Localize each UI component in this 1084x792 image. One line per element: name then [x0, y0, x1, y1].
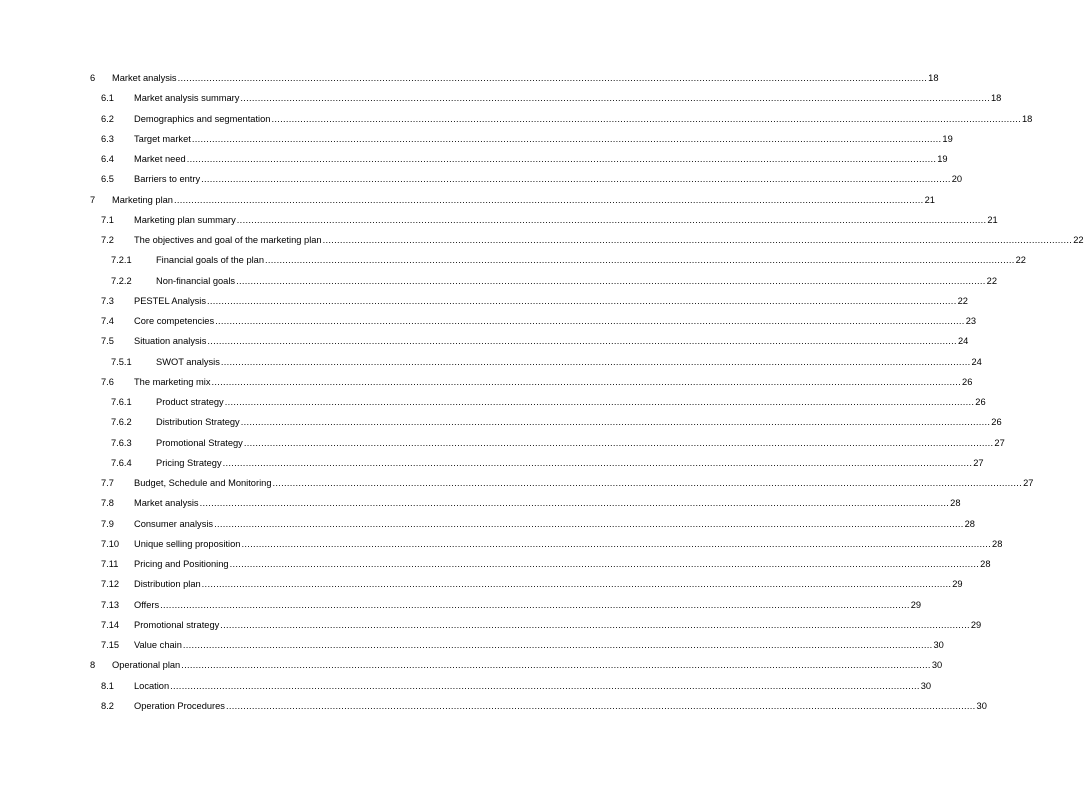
- toc-entry-title: Market analysis: [112, 73, 177, 83]
- toc-entry-page-number: 18: [928, 73, 939, 83]
- toc-entry-line: [134, 372, 973, 392]
- toc-entry-title: Operational plan: [112, 660, 181, 671]
- toc-dot-leader: ....................................................................................................................................................................................................................................................................: [224, 397, 975, 407]
- toc-dot-leader: ....................................................................................................................................................................................................................................................................: [229, 559, 980, 569]
- toc-dot-leader: ....................................................................................................................................................................................................................................................................: [211, 376, 962, 387]
- toc-dot-leader: ....................................................................................................................................................................................................................................................................: [181, 660, 931, 671]
- toc-entry-line: [134, 210, 998, 230]
- toc-entry[interactable]: [0, 615, 982, 635]
- toc-entry-number: 7.6: [101, 376, 114, 387]
- toc-entry-line: [134, 493, 961, 513]
- toc-entry-title: SWOT analysis: [156, 356, 220, 367]
- toc-entry-line: [112, 655, 943, 675]
- toc-entry[interactable]: [0, 534, 1003, 554]
- toc-dot-leader: ....................................................................................................................................................................................................................................................................: [207, 295, 957, 306]
- toc-entry-title: Operation Procedures: [134, 700, 225, 711]
- toc-entry-page-number: 26: [962, 376, 973, 387]
- toc-dot-leader: ....................................................................................................................................................................................................................................................................: [236, 214, 987, 225]
- toc-entry[interactable]: [0, 291, 968, 311]
- toc-entry-page-number: 20: [951, 174, 963, 185]
- toc-entry[interactable]: [0, 635, 944, 655]
- toc-entry-number: 6.1: [101, 93, 114, 104]
- toc-entry-title: Non-financial goals: [156, 275, 236, 286]
- toc-entry-line: [134, 230, 1084, 250]
- toc-dot-leader: ....................................................................................................................................................................................................................................................................: [272, 478, 1023, 488]
- toc-entry-line: [134, 696, 987, 716]
- toc-dot-leader: ....................................................................................................................................................................................................................................................................: [186, 154, 937, 164]
- toc-dot-leader: ....................................................................................................................................................................................................................................................................: [271, 113, 1022, 124]
- toc-dot-leader: ....................................................................................................................................................................................................................................................................: [160, 599, 910, 610]
- toc-entry-page-number: 22: [986, 275, 997, 286]
- toc-dot-leader: ....................................................................................................................................................................................................................................................................: [220, 619, 970, 630]
- toc-entry-line: [134, 331, 969, 351]
- toc-entry-page-number: 18: [1022, 113, 1033, 124]
- toc-entry-title: Distribution Strategy: [156, 417, 240, 428]
- toc-entry-title: Situation analysis: [134, 336, 207, 347]
- toc-entry[interactable]: [0, 595, 922, 615]
- toc-entry-title: Product strategy: [156, 397, 224, 407]
- toc-entry[interactable]: [0, 311, 977, 331]
- toc-entry[interactable]: [0, 230, 1084, 250]
- toc-entry-number: 7.11: [101, 559, 119, 569]
- toc-entry-line: [156, 453, 984, 473]
- toc-entry-number: 8.2: [101, 700, 114, 711]
- toc-entry-page-number: 30: [976, 700, 987, 711]
- toc-entry-line: [156, 392, 986, 412]
- toc-entry-title: Target market: [134, 133, 191, 144]
- toc-entry[interactable]: [0, 250, 1026, 270]
- toc-entry-line: [134, 554, 991, 574]
- toc-entry-page-number: 22: [957, 295, 968, 306]
- toc-entry-title: PESTEL Analysis: [134, 295, 206, 306]
- toc-entry[interactable]: [0, 412, 1002, 432]
- toc-entry[interactable]: [0, 352, 982, 372]
- toc-entry-page-number: 24: [957, 336, 969, 347]
- toc-entry-line: [134, 473, 1034, 493]
- toc-entry-line: [134, 514, 975, 534]
- toc-entry-page-number: 27: [973, 457, 984, 468]
- toc-dot-leader: ....................................................................................................................................................................................................................................................................: [215, 316, 965, 326]
- toc-entry-title: Promotional Strategy: [156, 437, 243, 448]
- toc-entry-number: 7.6.2: [111, 417, 132, 428]
- toc-entry[interactable]: [0, 271, 997, 291]
- toc-entry[interactable]: [0, 473, 1034, 493]
- toc-dot-leader: ....................................................................................................................................................................................................................................................................: [322, 235, 1073, 245]
- toc-dot-leader: ....................................................................................................................................................................................................................................................................: [220, 356, 971, 367]
- toc-entry-title: Value chain: [134, 640, 182, 650]
- toc-dot-leader: ....................................................................................................................................................................................................................................................................: [222, 457, 973, 468]
- toc-entry[interactable]: [0, 149, 948, 169]
- toc-entry-number: 7.2.2: [111, 275, 132, 286]
- toc-dot-leader: ....................................................................................................................................................................................................................................................................: [191, 133, 942, 144]
- toc-dot-leader: ....................................................................................................................................................................................................................................................................: [199, 498, 950, 509]
- toc-entry-title: Pricing Strategy: [156, 457, 222, 468]
- toc-dot-leader: ....................................................................................................................................................................................................................................................................: [214, 518, 964, 529]
- toc-entry-number: 7.12: [101, 579, 120, 590]
- toc-entry-number: 7.9: [101, 518, 114, 529]
- toc-entry-number: 8: [90, 660, 96, 671]
- toc-entry[interactable]: [0, 554, 991, 574]
- toc-entry[interactable]: [0, 493, 961, 513]
- toc-entry-page-number: 27: [994, 437, 1005, 448]
- toc-entry-page-number: 26: [991, 417, 1002, 428]
- toc-entry[interactable]: [0, 372, 973, 392]
- toc-entry-page-number: 22: [1073, 235, 1084, 245]
- toc-entry-number: 7.6.1: [111, 397, 132, 407]
- toc-entry-title: Marketing plan: [112, 194, 173, 205]
- toc-entry-number: 7.5.1: [111, 356, 132, 367]
- toc-entry[interactable]: [0, 190, 935, 210]
- toc-entry-line: [134, 169, 963, 189]
- toc-entry[interactable]: [0, 392, 986, 412]
- toc-entry-page-number: 29: [910, 599, 922, 610]
- toc-entry-title: Barriers to entry: [134, 174, 201, 185]
- toc-entry-page-number: 21: [924, 194, 935, 205]
- toc-entry-number: 7.1: [101, 214, 114, 225]
- toc-entry-title: The marketing mix: [134, 376, 211, 387]
- toc-dot-leader: ....................................................................................................................................................................................................................................................................: [173, 194, 924, 205]
- toc-entry[interactable]: [0, 68, 939, 88]
- toc-entry-title: Consumer analysis: [134, 518, 214, 529]
- toc-entry-title: Market analysis: [134, 498, 199, 509]
- toc-dot-leader: ....................................................................................................................................................................................................................................................................: [207, 336, 957, 347]
- toc-entry-page-number: 27: [1023, 478, 1034, 488]
- toc-entry[interactable]: [0, 676, 932, 696]
- toc-entry-page-number: 19: [942, 133, 953, 144]
- toc-entry-line: [156, 433, 1005, 453]
- toc-entry[interactable]: [0, 210, 998, 230]
- toc-entry-title: Marketing plan summary: [134, 214, 236, 225]
- toc-entry-number: 6.2: [101, 113, 114, 124]
- toc-entry-page-number: 28: [964, 518, 975, 529]
- toc-dot-leader: ....................................................................................................................................................................................................................................................................: [170, 680, 920, 691]
- toc-entry-number: 7.4: [101, 316, 114, 326]
- toc-entry-line: [156, 250, 1026, 270]
- toc-dot-leader: ....................................................................................................................................................................................................................................................................: [201, 579, 952, 590]
- toc-entry-page-number: 23: [965, 316, 977, 326]
- toc-entry-line: [112, 68, 939, 88]
- toc-entry[interactable]: [0, 331, 969, 351]
- toc-entry-page-number: 29: [952, 579, 963, 590]
- toc-entry-title: Core competencies: [134, 316, 215, 326]
- toc-entry-page-number: 24: [971, 356, 982, 367]
- toc-entry[interactable]: [0, 655, 943, 675]
- toc-entry-number: 7.2.1: [111, 255, 132, 266]
- toc-entry-page-number: 28: [980, 559, 991, 569]
- toc-entry-line: [134, 291, 968, 311]
- toc-dot-leader: ....................................................................................................................................................................................................................................................................: [240, 417, 991, 428]
- toc-entry-line: [134, 88, 1002, 108]
- toc-entry-title: Location: [134, 680, 170, 691]
- toc-entry-title: Offers: [134, 599, 160, 610]
- toc-entry-page-number: 28: [950, 498, 961, 509]
- toc-entry-number: 7.3: [101, 295, 114, 306]
- toc-entry-title: Market analysis summary: [134, 93, 240, 104]
- toc-entry-number: 6.4: [101, 154, 114, 164]
- toc-entry-line: [134, 595, 922, 615]
- toc-entry-number: 7.15: [101, 640, 120, 650]
- toc-entry-number: 7.13: [101, 599, 120, 610]
- toc-entry-page-number: 30: [933, 640, 944, 650]
- toc-entry-page-number: 19: [937, 154, 948, 164]
- toc-entry-line: [134, 149, 948, 169]
- toc-dot-leader: ....................................................................................................................................................................................................................................................................: [182, 640, 933, 650]
- toc-entry[interactable]: [0, 129, 953, 149]
- toc-entry-number: 6.3: [101, 133, 114, 144]
- toc-entry-title: Unique selling proposition: [134, 538, 241, 549]
- toc-entry[interactable]: [0, 433, 1005, 453]
- toc-entry-page-number: 30: [931, 660, 943, 671]
- toc-entry-title: Distribution plan: [134, 579, 201, 590]
- toc-entry[interactable]: [0, 574, 963, 594]
- toc-entry-line: [134, 129, 953, 149]
- toc-entry-line: [134, 534, 1003, 554]
- toc-entry-number: 7.8: [101, 498, 114, 509]
- toc-entry[interactable]: [0, 88, 1002, 108]
- toc-entry-line: [156, 271, 997, 291]
- toc-entry-line: [134, 574, 963, 594]
- toc-entry-page-number: 22: [1015, 255, 1026, 266]
- toc-entry-line: [134, 311, 977, 331]
- toc-entry-title: Pricing and Positioning: [134, 559, 229, 569]
- toc-entry-line: [112, 190, 935, 210]
- toc-dot-leader: ....................................................................................................................................................................................................................................................................: [240, 93, 990, 104]
- toc-dot-leader: ....................................................................................................................................................................................................................................................................: [243, 437, 994, 448]
- toc-entry-line: [134, 635, 944, 655]
- toc-entry-number: 6.5: [101, 174, 114, 185]
- toc-dot-leader: ....................................................................................................................................................................................................................................................................: [201, 174, 951, 185]
- toc-entry-line: [134, 109, 1033, 129]
- toc-entry-page-number: 21: [987, 214, 998, 225]
- toc-entry[interactable]: [0, 696, 987, 716]
- toc-entry-number: 6: [90, 73, 96, 83]
- toc-entry-page-number: 29: [970, 619, 982, 630]
- toc-entry-line: [134, 676, 932, 696]
- toc-entry-title: Demographics and segmentation: [134, 113, 271, 124]
- toc-entry-page-number: 28: [992, 538, 1003, 549]
- toc-entry-page-number: 30: [920, 680, 932, 691]
- toc-dot-leader: ....................................................................................................................................................................................................................................................................: [236, 275, 986, 286]
- toc-entry-number: 7.6.4: [111, 457, 132, 468]
- toc-entry-number: 7.6.3: [111, 437, 132, 448]
- toc-dot-leader: ....................................................................................................................................................................................................................................................................: [265, 255, 1015, 266]
- toc-dot-leader: ....................................................................................................................................................................................................................................................................: [241, 538, 992, 549]
- toc-entry-title: Market need: [134, 154, 186, 164]
- toc-entry-number: 7.14: [101, 619, 120, 630]
- toc-entry-line: [134, 615, 982, 635]
- table-of-contents: [0, 68, 1084, 716]
- toc-entry-page-number: 26: [975, 397, 986, 407]
- toc-dot-leader: ....................................................................................................................................................................................................................................................................: [225, 700, 976, 711]
- toc-entry-number: 7.7: [101, 478, 114, 488]
- toc-entry-title: The objectives and goal of the marketing plan: [134, 235, 322, 245]
- toc-entry[interactable]: [0, 169, 963, 189]
- toc-entry-number: 7.2: [101, 235, 114, 245]
- toc-entry[interactable]: [0, 514, 975, 534]
- toc-entry-title: Budget, Schedule and Monitoring: [134, 478, 272, 488]
- toc-dot-leader: ....................................................................................................................................................................................................................................................................: [177, 73, 928, 83]
- toc-entry-number: 8.1: [101, 680, 114, 691]
- toc-entry-page-number: 18: [990, 93, 1002, 104]
- toc-entry-line: [156, 412, 1002, 432]
- toc-entry-title: Promotional strategy: [134, 619, 220, 630]
- toc-entry-line: [156, 352, 982, 372]
- toc-entry-number: 7: [90, 194, 96, 205]
- toc-entry[interactable]: [0, 453, 984, 473]
- toc-entry[interactable]: [0, 109, 1033, 129]
- toc-entry-title: Financial goals of the plan: [156, 255, 265, 266]
- toc-entry-number: 7.5: [101, 336, 114, 347]
- toc-entry-number: 7.10: [101, 538, 120, 549]
